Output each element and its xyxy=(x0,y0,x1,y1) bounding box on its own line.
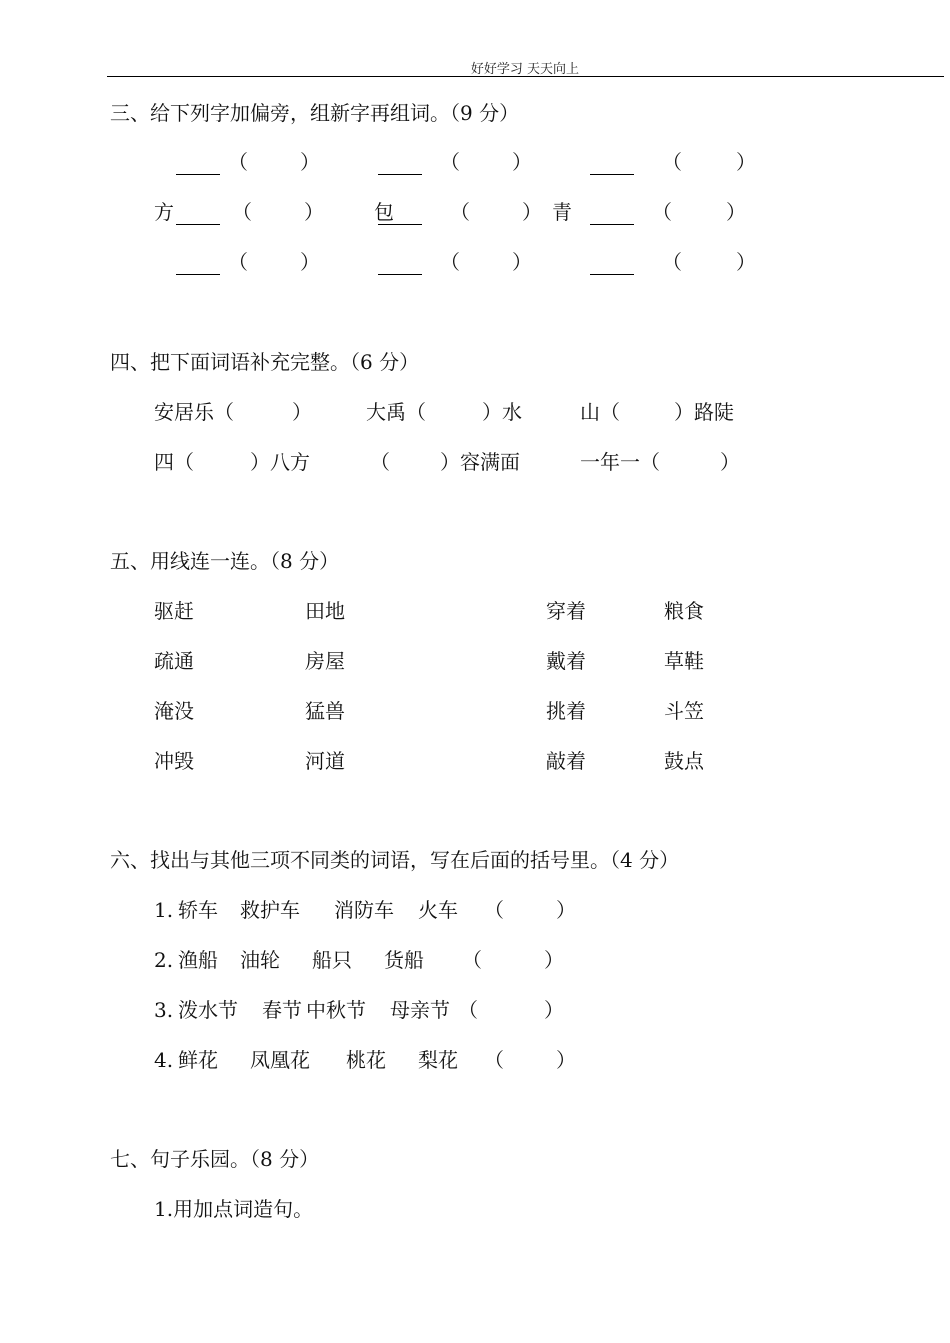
paren-close: ） xyxy=(736,250,756,274)
blank-line[interactable] xyxy=(378,224,422,225)
match-noun-left[interactable]: 河道 xyxy=(305,749,345,773)
blank-line[interactable] xyxy=(590,274,634,275)
idiom-5-head: （ xyxy=(370,450,390,474)
idiom-1-head: 安居乐（ xyxy=(154,400,234,424)
section-5-title: 五、用线连一连。（8 分） xyxy=(110,549,340,573)
item-word: 凤凰花 xyxy=(250,1048,310,1072)
blank-line[interactable] xyxy=(378,174,422,175)
answer-paren-close: ） xyxy=(544,998,564,1022)
match-verb-right[interactable]: 穿着 xyxy=(546,599,586,623)
section-7-sub-1: 1.用加点词造句。 xyxy=(154,1197,314,1221)
match-noun-right[interactable]: 斗笠 xyxy=(664,699,704,723)
item-number: 4. xyxy=(154,1048,174,1072)
paren-close: ） xyxy=(726,200,746,224)
section-6-title: 六、找出与其他三项不同类的词语，写在后面的括号里。（4 分） xyxy=(110,848,680,872)
paren-open: （ xyxy=(662,250,682,274)
paren-close: ） xyxy=(736,150,756,174)
paren-open: （ xyxy=(228,150,248,174)
idiom-4-head: 四（ xyxy=(154,450,194,474)
blank-line[interactable] xyxy=(590,224,634,225)
header-rule xyxy=(107,76,944,77)
base-char-qing: 青 xyxy=(552,200,572,224)
item-word: 救护车 xyxy=(240,898,300,922)
section-3-title: 三、给下列字加偏旁，组新字再组词。（9 分） xyxy=(110,101,520,125)
match-verb-left[interactable]: 冲毁 xyxy=(154,749,194,773)
item-word: 泼水节 xyxy=(178,998,238,1022)
idiom-5-tail: ）容满面 xyxy=(440,450,520,474)
answer-paren-open[interactable]: （ xyxy=(484,1048,504,1072)
section-7-title: 七、句子乐园。（8 分） xyxy=(110,1147,320,1171)
match-noun-right[interactable]: 粮食 xyxy=(664,599,704,623)
idiom-4-tail: ）八方 xyxy=(250,450,310,474)
answer-paren-close: ） xyxy=(556,898,576,922)
item-word: 船只 xyxy=(312,948,352,972)
match-verb-right[interactable]: 挑着 xyxy=(546,699,586,723)
paren-close: ） xyxy=(300,150,320,174)
header-slogan: 好好学习 天天向上 xyxy=(470,62,580,77)
item-word: 桃花 xyxy=(346,1048,386,1072)
match-noun-left[interactable]: 房屋 xyxy=(305,649,345,673)
blank-line[interactable] xyxy=(176,174,220,175)
item-word: 母亲节 xyxy=(390,998,450,1022)
base-char-fang: 方 xyxy=(154,200,174,224)
match-verb-left[interactable]: 驱赶 xyxy=(154,599,194,623)
blank-line[interactable] xyxy=(176,224,220,225)
item-number: 2. xyxy=(154,948,174,972)
idiom-2-head: 大禹（ xyxy=(366,400,426,424)
idiom-3-head: 山（ xyxy=(580,400,620,424)
item-word: 油轮 xyxy=(240,948,280,972)
item-word: 梨花 xyxy=(418,1048,458,1072)
item-word: 渔船 xyxy=(178,948,218,972)
answer-paren-close: ） xyxy=(556,1048,576,1072)
paren-open: （ xyxy=(232,200,252,224)
match-noun-right[interactable]: 草鞋 xyxy=(664,649,704,673)
paren-open: （ xyxy=(652,200,672,224)
item-number: 3. xyxy=(154,998,174,1022)
item-word: 春节 xyxy=(262,998,302,1022)
paren-close: ） xyxy=(300,250,320,274)
match-verb-left[interactable]: 淹没 xyxy=(154,699,194,723)
idiom-6-tail: ） xyxy=(720,450,740,474)
match-verb-left[interactable]: 疏通 xyxy=(154,649,194,673)
answer-paren-open[interactable]: （ xyxy=(462,948,482,972)
idiom-3-tail: ）路陡 xyxy=(674,400,734,424)
blank-line[interactable] xyxy=(590,174,634,175)
match-verb-right[interactable]: 戴着 xyxy=(546,649,586,673)
paren-close: ） xyxy=(304,200,324,224)
paren-open: （ xyxy=(450,200,470,224)
idiom-6-head: 一年一（ xyxy=(580,450,660,474)
match-noun-left[interactable]: 猛兽 xyxy=(305,699,345,723)
item-word: 轿车 xyxy=(178,898,218,922)
paren-close: ） xyxy=(512,250,532,274)
item-word: 火车 xyxy=(418,898,458,922)
paren-open: （ xyxy=(440,150,460,174)
match-noun-right[interactable]: 鼓点 xyxy=(664,749,704,773)
idiom-1-tail: ） xyxy=(292,400,312,424)
match-verb-right[interactable]: 敲着 xyxy=(546,749,586,773)
idiom-2-tail: ）水 xyxy=(482,400,522,424)
answer-paren-open[interactable]: （ xyxy=(484,898,504,922)
answer-paren-close: ） xyxy=(544,948,564,972)
item-word: 中秋节 xyxy=(306,998,366,1022)
paren-open: （ xyxy=(228,250,248,274)
blank-line[interactable] xyxy=(378,274,422,275)
item-word: 消防车 xyxy=(334,898,394,922)
answer-paren-open[interactable]: （ xyxy=(458,998,478,1022)
paren-open: （ xyxy=(662,150,682,174)
base-char-bao: 包 xyxy=(374,200,394,224)
item-word: 货船 xyxy=(384,948,424,972)
item-number: 1. xyxy=(154,898,174,922)
section-4-title: 四、把下面词语补充完整。（6 分） xyxy=(110,350,420,374)
blank-line[interactable] xyxy=(176,274,220,275)
paren-open: （ xyxy=(440,250,460,274)
match-noun-left[interactable]: 田地 xyxy=(305,599,345,623)
item-word: 鲜花 xyxy=(178,1048,218,1072)
paren-close: ） xyxy=(522,200,542,224)
paren-close: ） xyxy=(512,150,532,174)
